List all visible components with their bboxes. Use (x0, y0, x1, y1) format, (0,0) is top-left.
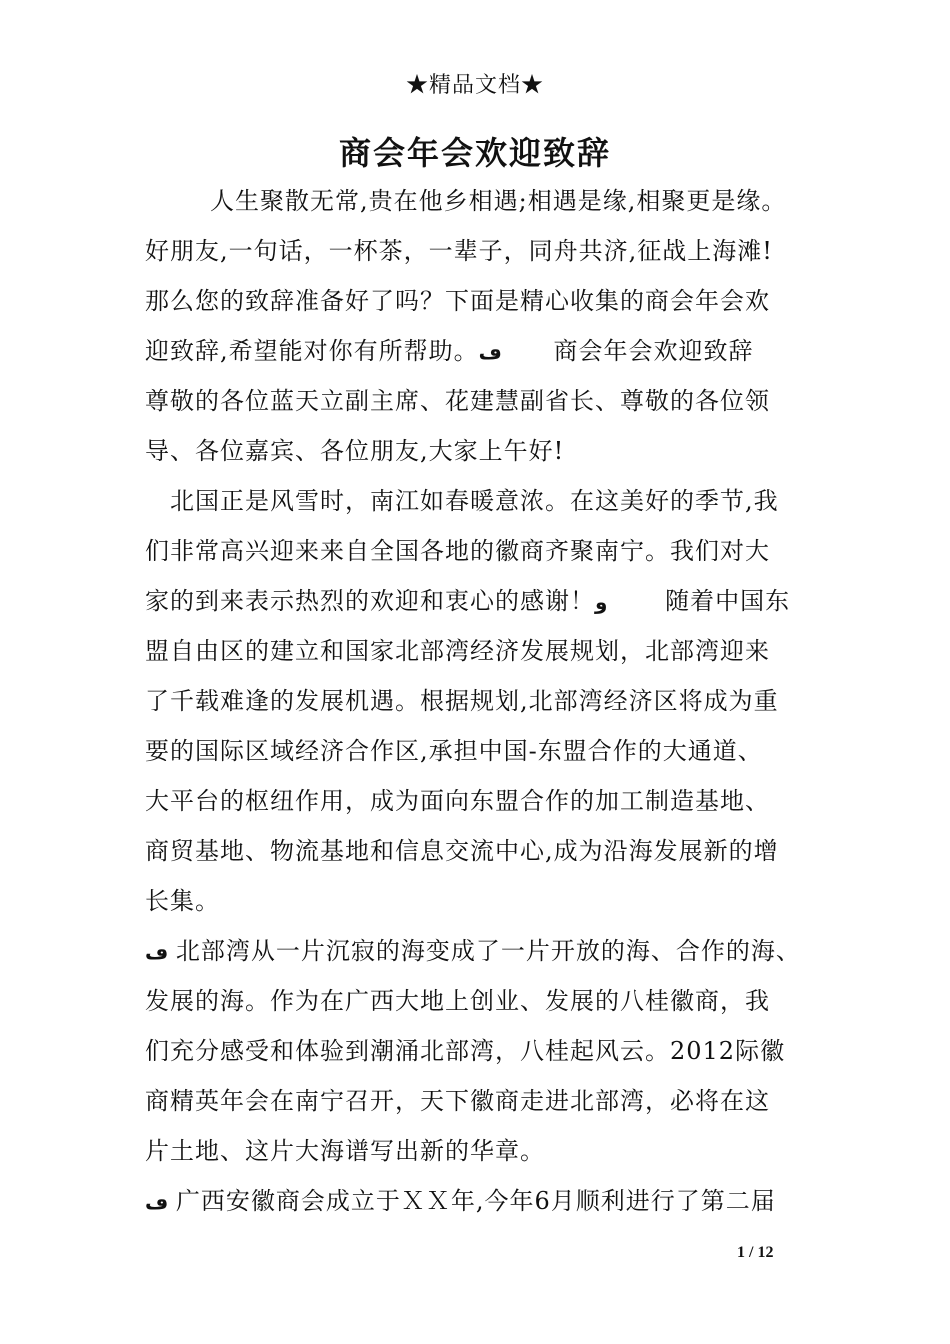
paragraph-line: 好朋友,一句话，一杯茶，一辈子，同舟共济,征战上海滩! (145, 237, 773, 265)
paragraph-line: 了千载难逢的发展机遇。根据规划,北部湾经济区将成为重 (145, 687, 779, 715)
paragraph-mark-icon: ڡ (478, 340, 502, 364)
paragraph-line: 北国正是风雪时，南江如春暖意浓。在这美好的季节,我 (170, 487, 779, 515)
paragraph-line: 人生聚散无常,贵在他乡相遇;相遇是缘,相聚更是缘。 (210, 187, 787, 215)
paragraph-line (145, 1186, 776, 1217)
paragraph-line: 大平台的枢纽作用，成为面向东盟合作的加工制造基地、 (145, 787, 770, 815)
paragraph-line: 要的国际区域经济合作区,承担中国-东盟合作的大通道、 (145, 737, 763, 765)
page-indicator: 1 / 12 (737, 1244, 774, 1261)
document-header: ★精品文档★ (405, 73, 544, 98)
paragraph-line: 片土地、这片大海谱写出新的华章。 (145, 1137, 545, 1165)
paragraph-mark-icon: ڡ (145, 940, 169, 964)
paragraph-text: 广西安徽商会成立于ＸＸ年,今年6月顺利进行了第二届 (175, 1187, 776, 1215)
repeated-subtitle: 商会年会欢迎致辞 (553, 337, 754, 365)
paragraph-text: 迎致辞,希望能对你有所帮助。 (145, 337, 479, 365)
paragraph-line: 那么您的致辞准备好了吗？下面是精心收集的商会年会欢 (145, 287, 770, 315)
paragraph-line: 们非常高兴迎来来自全国各地的徽商齐聚南宁。我们对大 (145, 537, 770, 565)
paragraph-line: 们充分感受和体验到潮涌北部湾，八桂起风云。2012际徽 (145, 1037, 786, 1065)
paragraph-mark-icon: ﻭ (595, 590, 608, 614)
paragraph-line: 长集。 (145, 887, 220, 915)
paragraph-line (145, 586, 790, 617)
paragraph-mark-icon: ڡ (145, 1190, 169, 1214)
paragraph-text: 家的到来表示热烈的欢迎和衷心的感谢！ (145, 587, 595, 615)
paragraph-line (145, 936, 801, 967)
paragraph-line: 导、各位嘉宾、各位朋友,大家上午好! (145, 437, 565, 465)
paragraph-line: 商贸基地、物流基地和信息交流中心,成为沿海发展新的增 (145, 837, 779, 865)
paragraph-line: 盟自由区的建立和国家北部湾经济发展规划，北部湾迎来 (145, 637, 770, 665)
paragraph-text: 北部湾从一片沉寂的海变成了一片开放的海、合作的海、 (175, 937, 801, 965)
paragraph-line: 尊敬的各位蓝天立副主席、花建慧副省长、尊敬的各位领 (145, 387, 770, 415)
document-title: 商会年会欢迎致辞 (338, 134, 611, 172)
paragraph-line: 发展的海。作为在广西大地上创业、发展的八桂徽商，我 (145, 987, 770, 1015)
paragraph-line (145, 336, 754, 367)
paragraph-text: 随着中国东 (665, 587, 791, 615)
paragraph-line: 商精英年会在南宁召开，天下徽商走进北部湾，必将在这 (145, 1087, 770, 1115)
